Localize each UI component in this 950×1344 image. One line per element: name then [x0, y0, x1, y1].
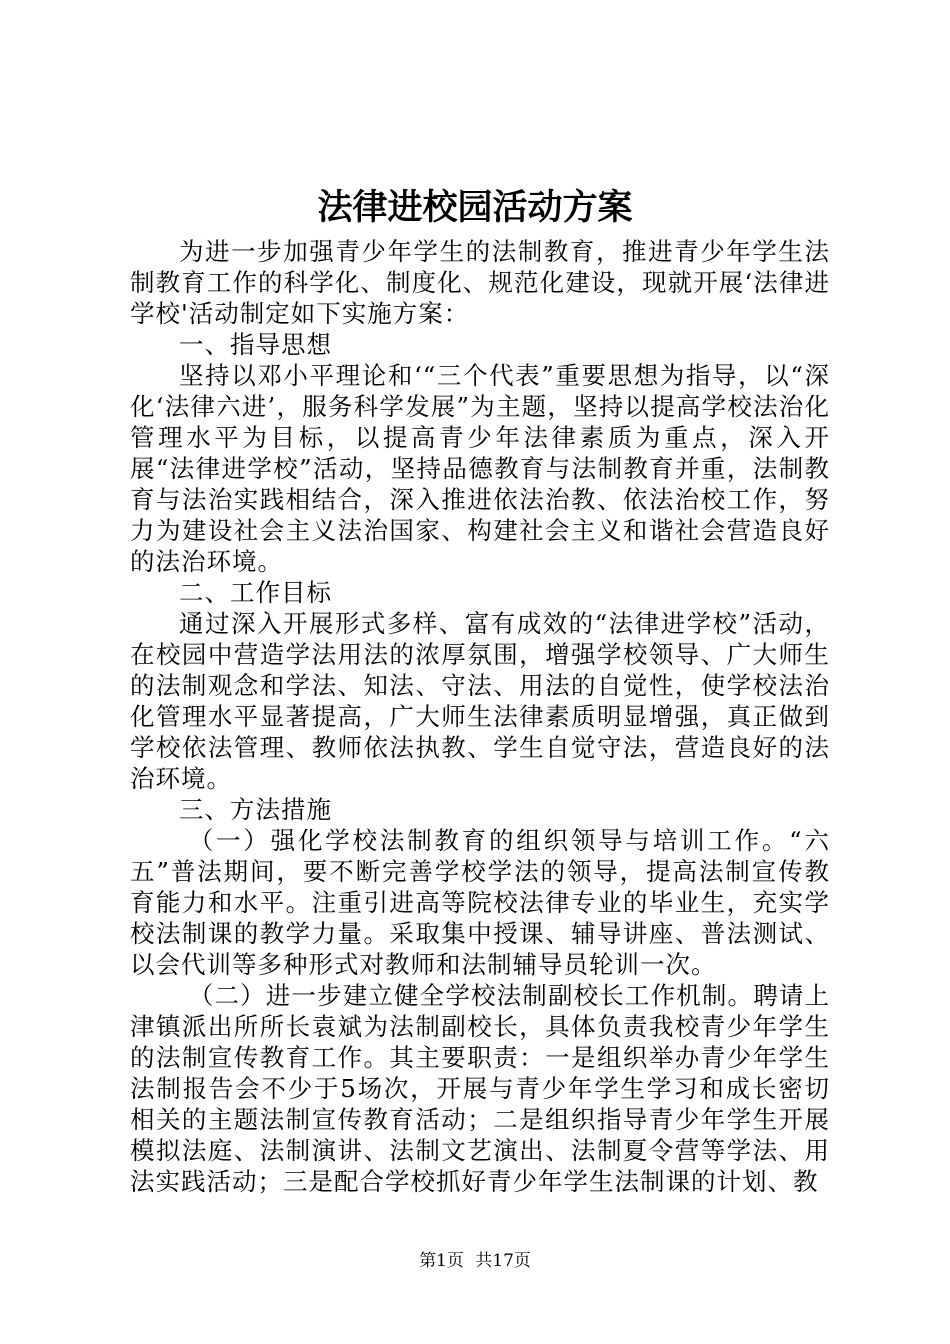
- page-number: 第1页: [419, 1251, 464, 1271]
- document-body: [130, 236, 830, 1197]
- section-heading-measures: 三、方法措施: [179, 795, 332, 824]
- document-title: 法律进校园活动方案: [317, 187, 633, 228]
- work-goals-paragraph: 通过深入开展形式多样、富有成效的“法律进学校”活动，在校园中营造学法用法的浓厚氛围，增强学校领导、广大师生的法制观念和学法、知法、守法、用法的自觉性，使学校法治化管理水平显著提高，广大师生法律素质明显增强，真正做到学校依法管理、教师依法执教、学生自觉守法，营造良好的法治环境。: [130, 609, 830, 793]
- section-heading-guiding-ideology: 一、指导思想: [179, 330, 332, 359]
- section-heading-work-goals: 二、工作目标: [179, 578, 332, 607]
- measure-2-paragraph: （二）进一步建立健全学校法制副校长工作机制。聘请上津镇派出所所长袁斌为法制副校长，具体负责我校青少年学生的法制宣传教育工作。其主要职责：一是组织举办青少年学生法制报告会不少于5场次，开展与青少年学生学习和成长密切相关的主题法制宣传教育活动；二是组织指导青少年学生开展模拟法庭、法制演讲、法制文艺演出、法制夏令营等学法、用法实践活动；三是配合学校抓好青少年学生法制课的计划、教: [130, 981, 830, 1196]
- page-total: 共17页: [475, 1251, 531, 1271]
- intro-paragraph: 为进一步加强青少年学生的法制教育，推进青少年学生法制教育工作的科学化、制度化、规范化建设，现就开展‘法律进学校'活动制定如下实施方案：: [130, 237, 830, 328]
- measure-1-paragraph: （一）强化学校法制教育的组织领导与培训工作。“六五”普法期间，要不断完善学校学法的领导，提高法制宣传教育能力和水平。注重引进高等院校法律专业的毕业生，充实学校法制课的教学力量。采取集中授课、辅导讲座、普法测试、以会代训等多种形式对教师和法制辅导员轮训一次。: [130, 826, 830, 979]
- guiding-ideology-paragraph: 坚持以邓小平理论和‘“三个代表”重要思想为指导，以“深化‘法律六进’，服务科学发展”为主题，坚持以提高学校法治化管理水平为目标，以提高青少年法律素质为重点，深入开展“法律进学校”活动，坚持品德教育与法制教育并重，法制教育与法治实践相结合，深入推进依法治教、依法治校工作，努力为建设社会主义法治国家、构建社会主义和谐社会营造良好的法治环境。: [130, 361, 830, 576]
- page-footer: [0, 1250, 950, 1272]
